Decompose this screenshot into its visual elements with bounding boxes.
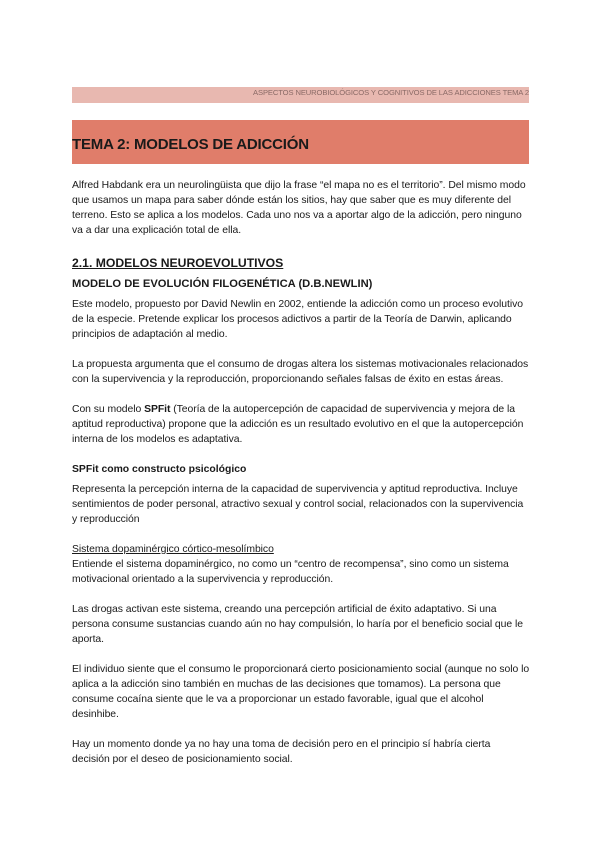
spfit-term: SPFit	[144, 404, 171, 415]
page-title: TEMA 2: MODELOS DE ADICCIÓN	[72, 136, 309, 153]
spfit-text-after: (Teoría de la autopercepción de capacidad de supervivencia y mejora de la aptitud reproductiva) propone que la adicción es un resultado evolutivo en el que la autopercepción interna de los modelos es adaptativa.	[72, 404, 524, 445]
paragraph-model-intro: Este modelo, propuesto por David Newlin en 2002, entiende la adicción como un proceso evolutivo de la especie. Pretende explicar los procesos adictivos a partir de la Teoría de Darwin, aplicando principios de adaptación al medio.	[72, 299, 523, 340]
paragraph-spfit-model	[72, 402, 530, 447]
spfit-text-before: Con su modelo	[72, 404, 145, 415]
intro-paragraph: Alfred Habdank era un neurolingüista que dijo la frase “el mapa no es el territorio”. Del mismo modo que usamos un mapa para saber dónde están los sitios, hay que saber que es muy diferente del terreno. Esto se aplica a los modelos. Cada uno nos va a aportar algo de la adicción, pero ninguno va a dar una explicación total de ella.	[72, 180, 526, 236]
running-header-band	[72, 87, 529, 103]
paragraph-dopamine-2: Las drogas activan este sistema, creando una percepción artificial de éxito adaptativo. Si una persona consume sustancias cuando aún no hay compulsión, lo haría por el beneficio social que le aporta.	[72, 604, 523, 645]
dopamine-system-heading: Sistema dopaminérgico córtico-mesolímbico	[72, 544, 274, 555]
paragraph-dopamine-4: Hay un momento donde ya no hay una toma de decisión pero en el principio sí habría cierta decisión por el deseo de posicionamiento social.	[72, 739, 491, 765]
paragraph-dopamine-3: El individuo siente que el consumo le proporcionará cierto posicionamiento social (aunque no solo lo aplica a la adicción sino también en muchas de las decisiones que tomamos). La persona que consume cocaína siente que le va a proporcionar un estado favorable, igual que el alcohol desinhibe.	[72, 664, 530, 720]
model-subheading: MODELO DE EVOLUCIÓN FILOGENÉTICA (D.B.NEWLIN)	[72, 278, 373, 290]
running-header-text: ASPECTOS NEUROBIOLÓGICOS Y COGNITIVOS DE LAS ADICCIONES TEMA 2	[253, 88, 529, 97]
paragraph-proposal: La propuesta argumenta que el consumo de drogas altera los sistemas motivacionales relacionados con la supervivencia y la reproducción, proporcionando señales falsas de éxito en estas áreas.	[72, 359, 529, 385]
document-body	[72, 178, 530, 767]
paragraph-spfit-construct: Representa la percepción interna de la capacidad de supervivencia y aptitud reproductiva. Incluye sentimientos de poder personal, atractivo sexual y control social, relacionados con la supervivencia y reproducción	[72, 484, 524, 525]
paragraph-dopamine-1: Entiende el sistema dopaminérgico, no como un “centro de recompensa”, sino como un sistema motivacional orientado a la supervivencia y reproducción.	[72, 559, 509, 585]
title-band	[72, 120, 529, 164]
spfit-construct-heading: SPFit como constructo psicológico	[72, 464, 247, 475]
section-heading: 2.1. MODELOS NEUROEVOLUTIVOS	[72, 256, 284, 270]
